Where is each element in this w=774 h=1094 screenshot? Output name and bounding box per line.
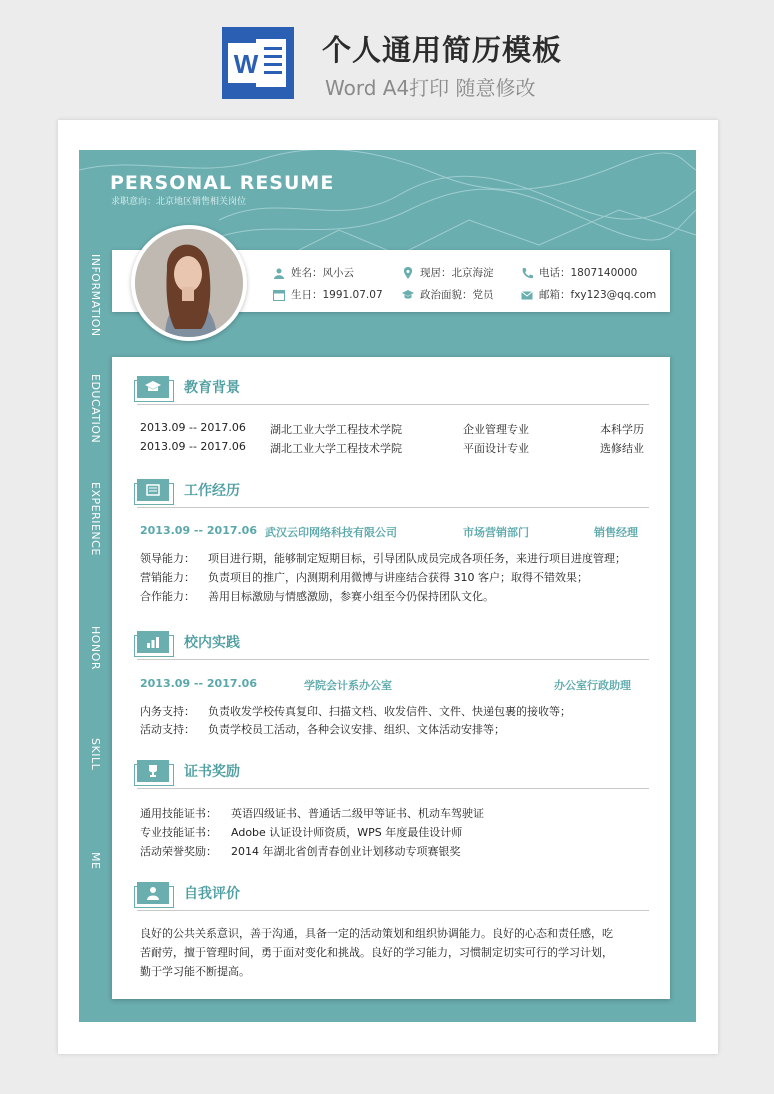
job-intent: 求职意向：北京地区销售相关岗位 — [111, 197, 247, 207]
campus-item-2-label: 活动支持： — [140, 723, 195, 736]
campus-org: 学院会计系办公室 — [304, 679, 392, 692]
work-item-1-text: 项目进行期，能够制定短期目标，引导团队成员完成各项任务，来进行项目进度管理； — [208, 552, 626, 565]
edu-row-1-major: 企业管理专业 — [463, 423, 529, 436]
info-name — [273, 265, 354, 280]
award-item-2-label: 专业技能证书： — [140, 826, 217, 839]
info-name-text: 姓名：风小云 — [291, 267, 354, 279]
calendar-icon — [273, 289, 285, 301]
self-line-2: 苦耐劳，擅于管理时间，勇于面对变化和挑战。良好的学习能力，习惯制定切实可行的学习计划， — [140, 946, 613, 959]
info-residence — [402, 265, 494, 280]
work-item-2-label: 营销能力： — [140, 571, 195, 584]
edu-row-1-school: 湖北工业大学工程技术学院 — [270, 423, 402, 436]
campus-header — [137, 631, 649, 660]
graduation-cap-icon — [402, 289, 414, 301]
education-icon — [137, 376, 169, 398]
page-title: 个人通用简历模板 — [322, 33, 563, 67]
mail-icon — [521, 289, 533, 301]
work-period: 2013.09 -- 2017.06 — [140, 524, 257, 537]
info-email — [521, 287, 656, 302]
page-subtitle: Word A4打印 随意修改 — [325, 76, 536, 100]
awards-header — [137, 760, 649, 789]
edu-row-2-school: 湖北工业大学工程技术学院 — [270, 442, 402, 455]
avatar — [131, 225, 247, 341]
side-label-me: ME — [89, 852, 102, 870]
side-label-experience: EXPERIENCE — [89, 482, 102, 556]
edu-row-1-period: 2013.09 -- 2017.06 — [140, 421, 246, 434]
award-item-2-text: Adobe 认证设计师资质，WPS 年度最佳设计师 — [231, 826, 463, 839]
word-logo-icon — [222, 27, 294, 99]
work-dept: 市场营销部门 — [463, 526, 529, 539]
info-phone-text: 电话：1807140000 — [539, 267, 638, 279]
awards-title: 证书奖励 — [184, 764, 240, 780]
resume-title: PERSONAL RESUME — [110, 172, 335, 194]
campus-item-1-text: 负责收发学校传真复印、扫描文档、收发信件、文件、快递包裹的接收等； — [208, 705, 571, 718]
campus-item-2-text: 负责学校员工活动，各种会议安排、组织、文体活动安排等； — [208, 723, 505, 736]
info-birthday — [273, 287, 383, 302]
campus-icon — [137, 631, 169, 653]
award-item-3-label: 活动荣誉奖励： — [140, 845, 217, 858]
side-label-education: EDUCATION — [89, 374, 102, 444]
award-item-3-text: 2014 年湖北省创青春创业计划移动专项赛银奖 — [231, 845, 461, 858]
self-line-3: 勤于学习能不断提高。 — [140, 965, 250, 978]
campus-period: 2013.09 -- 2017.06 — [140, 677, 257, 690]
work-item-3-label: 合作能力： — [140, 590, 195, 603]
education-header — [137, 376, 649, 405]
education-title: 教育背景 — [184, 380, 240, 396]
campus-position: 办公室行政助理 — [554, 679, 631, 692]
side-label-information: INFORMATION — [89, 254, 102, 337]
info-politics-text: 政治面貌：党员 — [420, 289, 494, 301]
award-item-1-text: 英语四级证书、普通话二级甲等证书、机动车驾驶证 — [231, 807, 484, 820]
user-icon — [273, 267, 285, 279]
work-header — [137, 479, 649, 508]
edu-row-2-period: 2013.09 -- 2017.06 — [140, 440, 246, 453]
person-icon — [137, 882, 169, 904]
info-email-text: 邮箱：fxy123@qq.com — [539, 289, 657, 301]
info-residence-text: 现居：北京海淀 — [420, 267, 494, 279]
work-company: 武汉云印网络科技有限公司 — [265, 526, 397, 539]
self-header — [137, 882, 649, 911]
work-item-2-text: 负责项目的推广，内测期利用微博与讲座结合获得 310 客户；取得不错效果； — [208, 571, 588, 584]
logo-letter: W — [233, 49, 259, 79]
info-phone — [521, 265, 637, 280]
edu-row-1-degree: 本科学历 — [600, 423, 644, 436]
work-item-1-label: 领导能力： — [140, 552, 195, 565]
self-title: 自我评价 — [184, 886, 240, 902]
info-birthday-text: 生日：1991.07.07 — [291, 289, 383, 301]
location-icon — [402, 267, 414, 279]
side-label-honor: HONOR — [89, 626, 102, 670]
campus-title: 校内实践 — [184, 635, 240, 651]
work-item-3-text: 善用目标激励与情感激励，参赛小组至今仍保持团队文化。 — [208, 590, 494, 603]
trophy-icon — [137, 760, 169, 782]
work-title: 工作经历 — [184, 483, 240, 499]
work-icon — [137, 479, 169, 501]
info-politics — [402, 287, 494, 302]
edu-row-2-degree: 选修结业 — [600, 442, 644, 455]
side-label-skill: SKILL — [89, 738, 102, 771]
edu-row-2-major: 平面设计专业 — [463, 442, 529, 455]
award-item-1-label: 通用技能证书： — [140, 807, 217, 820]
campus-item-1-label: 内务支持： — [140, 705, 195, 718]
phone-icon — [521, 267, 533, 279]
self-line-1: 良好的公共关系意识，善于沟通，具备一定的活动策划和组织协调能力。良好的心态和责任感，吃 — [140, 927, 613, 940]
work-position: 销售经理 — [594, 526, 638, 539]
